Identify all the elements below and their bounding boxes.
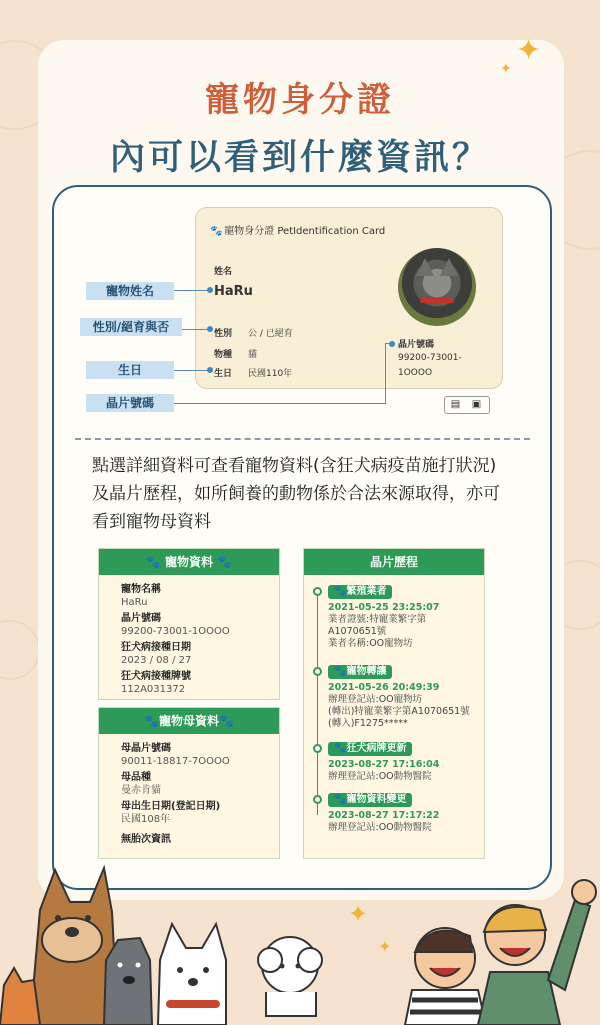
connector-line [182, 329, 208, 330]
connector-line [385, 343, 391, 344]
poodle-illustration [258, 937, 322, 1016]
pet-info-row: 寵物名稱 HaRu [121, 584, 161, 608]
timeline-dot [313, 744, 322, 753]
card-actions [444, 396, 490, 414]
man-illustration [478, 880, 596, 1025]
pet-info-row: 狂犬病接種日期 2023 / 08 / 27 [121, 642, 192, 666]
timeline-event: 🐾寵物轉讓 2021-05-26 20:49:39 辦理登記站:OO寵物坊 (轉出)特寵業繁字第A1070651號 (轉入)F1275***** [328, 666, 470, 729]
illustration-pets-and-people [0, 840, 600, 1025]
species-value: 貓 [248, 350, 258, 360]
divider [75, 438, 530, 440]
mother-info-box [98, 707, 280, 859]
callout-birthday: 生日 [86, 361, 174, 379]
mother-info-row: 無胎次資訊 [121, 834, 171, 845]
name-label: 姓名 [214, 267, 233, 277]
chip-value: 99200-73001-1OOOO [398, 353, 462, 378]
description-text: 點選詳細資料可查看寵物資料(含狂犬病疫苗施打狀況)及晶片歷程，如所飼養的動物係於合法來源取得，亦可看到寵物母資料 [92, 456, 500, 532]
chip-history-heading: 晶片歷程 [304, 549, 484, 575]
paw-icon: 🐾 [334, 743, 347, 754]
paw-icon: 🐾 [334, 666, 347, 677]
connector-line [174, 290, 208, 291]
mother-info-row: 母出生日期(登記日期) 民國108年 [121, 801, 221, 825]
birth-value: 民國110年 [248, 369, 293, 379]
timeline-event: 🐾繁殖業者 2021-05-25 23:25:07 業者證號:特寵業繁字第 A1070651號 業者名稱:OO寵物坊 [328, 586, 440, 649]
timeline-dot [313, 667, 322, 676]
white-dog-illustration [158, 924, 226, 1025]
grey-dog-illustration [104, 938, 152, 1025]
document-icon[interactable]: ▤ [450, 399, 461, 410]
callout-chip: 晶片號碼 [86, 394, 174, 412]
paw-icon: 🐾 [144, 714, 159, 728]
pet-info-box [98, 548, 280, 700]
paw-icon: 🐾 [334, 586, 347, 597]
paw-icon: 🐾 [334, 794, 347, 805]
paw-icon: 🐾 [213, 555, 233, 569]
sparkle-icon: ✦ [378, 937, 392, 956]
mother-info-row: 母品種 曼赤肯貓 [121, 772, 161, 796]
sparkle-icon: ✦ [348, 900, 369, 928]
name-value: HaRu [214, 284, 253, 299]
chip-marker [389, 341, 395, 347]
paw-icon: 🐾 [219, 714, 234, 728]
timeline-dot [313, 587, 322, 596]
timeline-event: 🐾狂犬病牌更新 2023-08-27 17:16:04 辦理登記站:OO動物醫院 [328, 743, 440, 782]
background-doodle [0, 620, 40, 680]
paw-icon: 🐾 [210, 226, 223, 237]
pet-info-row: 狂犬病接種牌號 112A031372 [121, 671, 191, 695]
pet-photo [398, 248, 476, 326]
species-label: 物種 [214, 350, 233, 360]
connector-line [174, 403, 385, 404]
sparkle-icon: ✦ [516, 33, 542, 68]
mother-info-heading: 🐾寵物母資料🐾 [99, 708, 279, 734]
boy-illustration [405, 928, 486, 1025]
sex-value: 公 / 已絕育 [248, 329, 293, 339]
pet-id-card [195, 207, 503, 389]
page-subtitle: 內可以看到什麼資訊？ [109, 138, 490, 178]
connector-line [174, 370, 208, 371]
birth-label: 生日 [214, 369, 233, 379]
sex-label: 性別 [214, 329, 233, 339]
chip-label: 晶片號碼 [398, 340, 435, 350]
callout-sex: 性別/絕育與否 [80, 318, 182, 336]
sparkle-icon: ✦ [500, 61, 512, 77]
paw-icon: 🐾 [145, 555, 165, 569]
timeline-event: 🐾寵物資料變更 2023-08-27 17:17:22 辦理登記站:OO動物醫院 [328, 794, 440, 833]
callout-pet-name: 寵物姓名 [86, 282, 174, 300]
page-title: 寵物身分證 [205, 80, 395, 120]
image-icon[interactable]: ▣ [471, 399, 482, 410]
timeline-dot [313, 795, 322, 804]
pet-info-heading: 🐾 寵物資料 🐾 [99, 549, 279, 575]
mother-info-row: 母晶片號碼 90011-18817-7OOOO [121, 743, 230, 767]
timeline-line [317, 589, 318, 815]
card-header: 🐾 寵物身分證 PetIdentification Card [210, 226, 386, 237]
connector-line [385, 343, 386, 404]
pet-info-row: 晶片號碼 99200-73001-1OOOO [121, 613, 230, 637]
chip-history-box [303, 548, 485, 859]
